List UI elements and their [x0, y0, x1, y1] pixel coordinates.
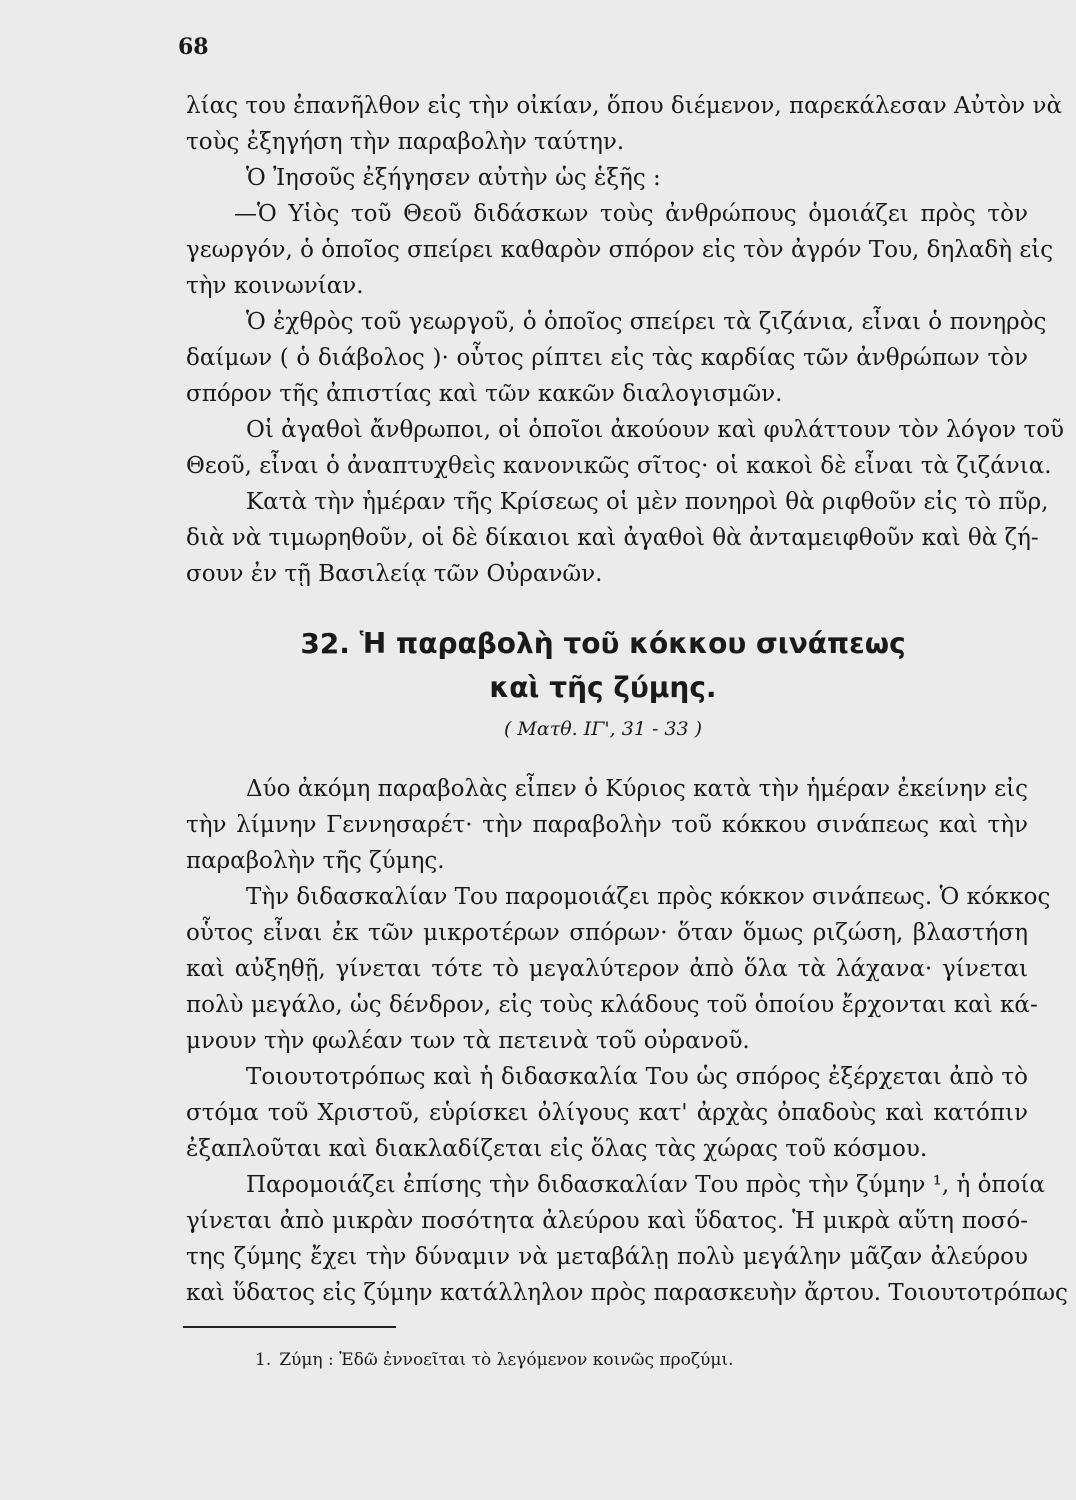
text-line: τοὺς ἐξηγήση τὴν παραβολὴν ταύτην. — [186, 129, 625, 155]
text-line: Παρομοιάζει ἐπίσης τὴν διδασκαλίαν Του πρὸς τὴν ζύμην ¹, ἡ ὁποία — [246, 1172, 1045, 1198]
text-line: τὴν κοινωνίαν. — [186, 273, 364, 299]
text-line: γίνεται ἀπὸ μικρὰν ποσότητα ἀλεύρου καὶ ὕδατος. Ἡ μικρὰ αὕτη ποσό- — [186, 1208, 1028, 1234]
text-line: ἐξαπλοῦται καὶ διακλαδίζεται εἰς ὅλας τὰς χώρας τοῦ κόσμου. — [186, 1136, 928, 1162]
footnote-separator — [183, 1326, 396, 1328]
text-line: οὗτος εἶναι ἐκ τῶν μικροτέρων σπόρων· ὅταν ὅμως ριζώση, βλαστήση — [186, 920, 1028, 946]
text-line: καὶ αὐξηθῇ, γίνεται τότε τὸ μεγαλύτερον ἀπὸ ὅλα τὰ λάχανα· γίνεται — [186, 956, 1028, 982]
text-line: πολὺ μεγάλο, ὡς δένδρον, εἰς τοὺς κλάδους τοῦ ὁποίου ἔρχονται καὶ κά- — [186, 992, 1038, 1018]
top-text-block — [178, 88, 1065, 592]
text-line: της ζύμης ἔχει τὴν δύναμιν νὰ μεταβάλῃ πολὺ μεγάλην μᾶζαν ἀλεύρου — [186, 1244, 1028, 1270]
scripture-reference: ( Ματθ. ΙΓ', 31 - 33 ) — [503, 718, 703, 740]
text-line: Τοιουτοτρόπως καὶ ἡ διδασκαλία Του ὡς σπόρος ἐξέρχεται ἀπὸ τὸ — [246, 1064, 1028, 1090]
text-line: Θεοῦ, εἶναι ὁ ἀναπτυχθεὶς κανονικῶς σῖτος· οἱ κακοὶ δὲ εἶναι τὰ ζιζάνια. — [186, 453, 1052, 479]
text-line: καὶ ὕδατος εἰς ζύμην κατάλληλον πρὸς παρασκευὴν ἄρτου. Τοιουτοτρόπως — [186, 1280, 1068, 1306]
text-line: στόμα τοῦ Χριστοῦ, εὑρίσκει ὀλίγους κατ' ἀρχὰς ὀπαδοὺς καὶ κατόπιν — [186, 1100, 1028, 1126]
footnote-number: 1. — [255, 1350, 272, 1370]
text-line: Τὴν διδασκαλίαν Του παρομοιάζει πρὸς κόκκον σινάπεως. Ὁ κόκκος — [246, 884, 1051, 910]
text-line: —Ὁ Υἱὸς τοῦ Θεοῦ διδάσκων τοὺς ἀνθρώπους ὁμοιάζει πρὸς τὸν — [234, 201, 1028, 227]
text-line: Ὁ ἐχθρὸς τοῦ γεωργοῦ, ὁ ὁποῖος σπείρει τὰ ζιζάνια, εἶναι ὁ πονηρὸς — [246, 309, 1047, 335]
text-line: Κατὰ τὴν ἡμέραν τῆς Κρίσεως οἱ μὲν πονηροὶ θὰ ριφθοῦν εἰς τὸ πῦρ, — [246, 489, 1049, 515]
text-line: σουν ἐν τῇ Βασιλείᾳ τῶν Οὐρανῶν. — [186, 561, 603, 587]
text-line: μνουν τὴν φωλέαν των τὰ πετεινὰ τοῦ οὐρανοῦ. — [186, 1028, 750, 1054]
text-line: Ὁ Ἰησοῦς ἐξήγησεν αὐτὴν ὡς ἑξῆς : — [246, 165, 661, 191]
footnote — [255, 1350, 734, 1370]
text-line: διὰ νὰ τιμωρηθοῦν, οἱ δὲ δίκαιοι καὶ ἀγαθοὶ θὰ ἀνταμειφθοῦν καὶ θὰ ζή- — [186, 525, 1039, 551]
text-line: δαίμων ( ὁ διάβολος )· οὗτος ρίπτει εἰς τὰς καρδίας τῶν ἀνθρώπων τὸν — [186, 345, 1028, 371]
text-line: λίας του ἐπανῆλθον εἰς τὴν οἰκίαν, ὅπου διέμενον, παρεκάλεσαν Αὐτὸν νὰ — [186, 93, 1062, 119]
section-title-line-1: 32. Ἡ παραβολὴ τοῦ κόκκου σινάπεως — [300, 627, 906, 660]
text-line: τὴν λίμνην Γεννησαρέτ· τὴν παραβολὴν τοῦ κόκκου σινάπεως καὶ τὴν — [186, 812, 1028, 838]
footnote-text: Ζύμη : Ἐδῶ ἐννοεῖται τὸ λεγόμενον κοινῶς προζύμι. — [279, 1350, 734, 1370]
bottom-text-block — [178, 771, 1068, 1311]
text-line: γεωργόν, ὁ ὁποῖος σπείρει καθαρὸν σπόρον εἰς τὸν ἀγρόν Του, δηλαδὴ εἰς — [186, 237, 1054, 263]
text-line: παραβολὴν τῆς ζύμης. — [186, 848, 445, 874]
section-title-line-2: καὶ τῆς ζύμης. — [489, 671, 717, 704]
text-line: Οἱ ἀγαθοὶ ἄνθρωποι, οἱ ὁποῖοι ἀκούουν καὶ φυλάττουν τὸν λόγον τοῦ — [246, 417, 1065, 443]
text-line: Δύο ἀκόμη παραβολὰς εἶπεν ὁ Κύριος κατὰ τὴν ἡμέραν ἐκείνην εἰς — [246, 776, 1028, 802]
page-number: 68 — [178, 34, 209, 60]
text-line: σπόρον τῆς ἀπιστίας καὶ τῶν κακῶν διαλογισμῶν. — [186, 381, 783, 407]
